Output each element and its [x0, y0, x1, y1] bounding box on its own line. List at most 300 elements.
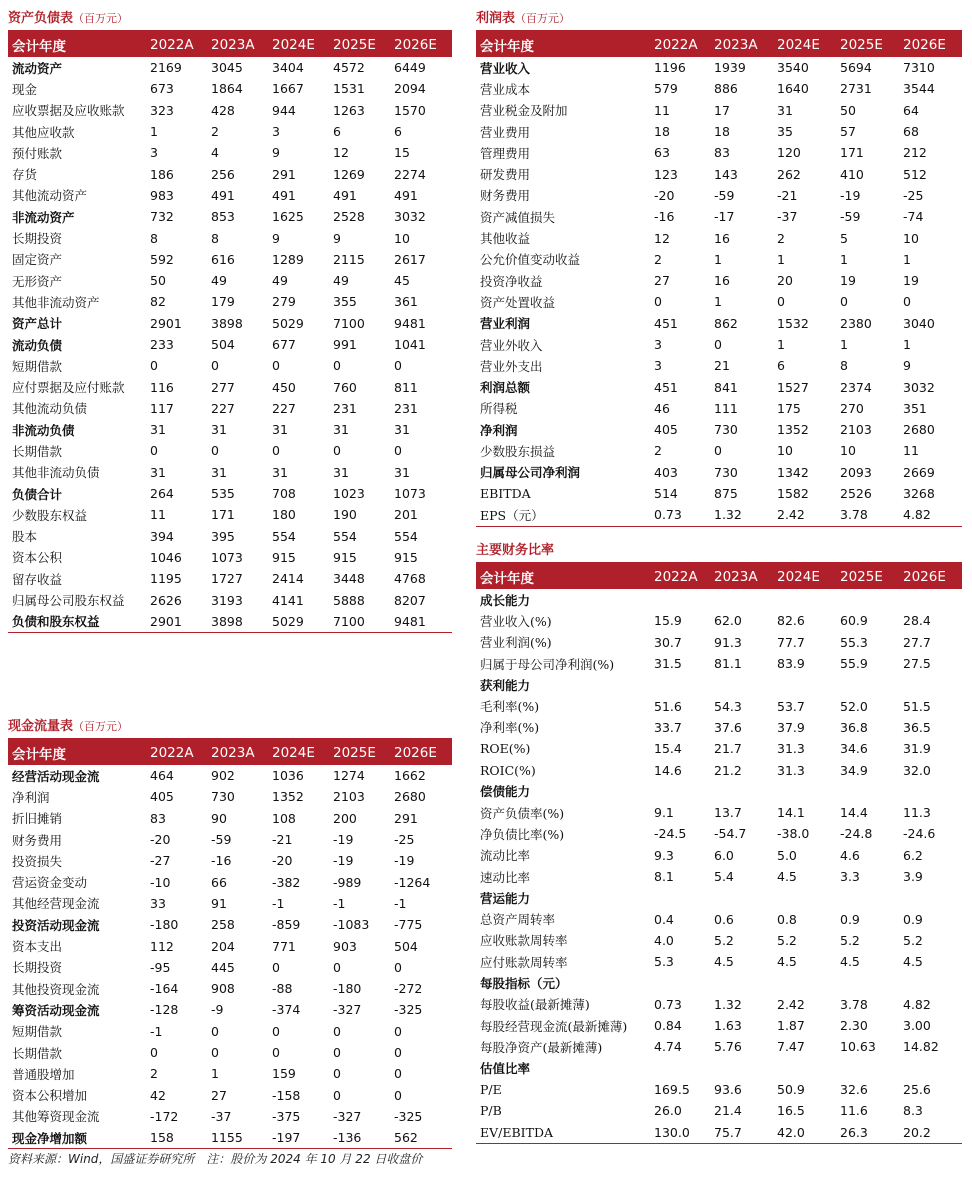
row-label: 资产减值损失: [480, 209, 556, 225]
row-label: 长期借款: [12, 1045, 63, 1061]
table-row: [476, 1015, 962, 1036]
cell-value: -1: [333, 895, 346, 911]
cell-value: -197: [268, 1127, 329, 1149]
income-statement-table: [476, 32, 962, 527]
cell-value: 2094: [394, 81, 426, 97]
table-row: [8, 871, 452, 892]
cell-value: 77.7: [777, 634, 805, 650]
cell-value: 45: [394, 273, 410, 289]
cell-value: 31: [150, 422, 166, 438]
table-row: [8, 483, 452, 504]
cell-value: 6: [777, 358, 785, 374]
row-label: 流动比率: [480, 848, 531, 864]
section-row: [476, 674, 962, 695]
cell-value: 291: [272, 166, 296, 182]
header-year: 2024E: [773, 32, 836, 57]
cell-value: 270: [840, 400, 864, 416]
cell-value: 2414: [272, 571, 304, 587]
cell-value: 1570: [394, 102, 426, 118]
cell-value: [773, 1058, 836, 1079]
cell-value: 445: [211, 959, 235, 975]
table-row: [476, 504, 962, 526]
cell-value: -1083: [333, 917, 370, 933]
table-row: [476, 845, 962, 866]
cell-value: 2169: [150, 60, 182, 76]
cell-value: 14.4: [840, 805, 868, 821]
cell-value: 579: [654, 81, 678, 97]
cell-value: -382: [272, 874, 301, 890]
cell-value: 1662: [394, 768, 426, 784]
row-label: 经营活动现金流: [12, 768, 100, 784]
cell-value: 34.6: [840, 741, 868, 757]
cell-value: 514: [654, 486, 678, 502]
table-row: [8, 291, 452, 312]
cell-value: 3032: [903, 379, 935, 395]
cell-value: 91: [211, 895, 227, 911]
cell-value: [650, 1058, 710, 1079]
cell-value: 554: [394, 528, 418, 544]
cell-value: 0: [840, 294, 848, 310]
cell-value: 1939: [714, 60, 746, 76]
row-label: 其他投资现金流: [12, 981, 100, 997]
cell-value: 0: [394, 1066, 402, 1082]
table-row: [8, 1021, 452, 1042]
row-label: 营业收入(%): [480, 613, 552, 629]
cell-value: -21: [272, 832, 293, 848]
cell-value: 83: [714, 145, 730, 161]
cell-value: 760: [333, 379, 357, 395]
cell-value: 0.9: [903, 911, 923, 927]
cell-value: 120: [777, 145, 801, 161]
section-row: [476, 589, 962, 610]
cell-value: 3: [272, 124, 280, 140]
table-row: [8, 765, 452, 786]
cell-value: 2274: [394, 166, 426, 182]
table-row: [8, 440, 452, 461]
row-label: 研发费用: [480, 167, 531, 183]
cell-value: 10: [777, 443, 793, 459]
table-row: [8, 185, 452, 206]
cell-value: 616: [211, 251, 235, 267]
cell-value: -775: [394, 917, 423, 933]
cell-value: 3268: [903, 486, 935, 502]
cell-value: -54.7: [714, 826, 747, 842]
cell-value: 1667: [272, 81, 304, 97]
row-label: 负债合计: [12, 486, 63, 502]
cell-value: 262: [777, 166, 801, 182]
cell-value: 3544: [903, 81, 935, 97]
cell-value: 130.0: [650, 1121, 710, 1143]
cell-value: 2680: [903, 422, 935, 438]
cell-value: 112: [150, 938, 174, 954]
table-row: [476, 951, 962, 972]
row-label: 留存收益: [12, 571, 63, 587]
row-label: 营业成本: [480, 81, 531, 97]
table-row: [8, 142, 452, 163]
table-row: [476, 334, 962, 355]
cell-value: 0: [394, 1023, 402, 1039]
row-label: 无形资产: [12, 273, 63, 289]
table-row: [8, 398, 452, 419]
cell-value: 1342: [777, 464, 809, 480]
cell-value: 0: [272, 959, 280, 975]
cell-value: 0: [333, 959, 341, 975]
header-year: 2022A: [146, 32, 207, 57]
cell-value: 3.3: [840, 869, 860, 884]
cell-value: -59: [714, 187, 735, 203]
cell-value: 3.78: [840, 996, 868, 1012]
table-row: [476, 908, 962, 929]
cell-value: 31: [211, 422, 227, 438]
cell-value: 355: [333, 294, 357, 310]
cell-value: 46: [654, 400, 670, 416]
cell-value: 0: [394, 1045, 402, 1060]
cell-value: 771: [272, 938, 296, 954]
table-row: [8, 978, 452, 999]
cell-value: [710, 887, 773, 908]
cell-value: 6.2: [903, 847, 923, 863]
cell-value: 730: [714, 464, 738, 480]
cell-value: 8: [150, 230, 158, 246]
balance-sheet-table: [8, 32, 452, 633]
cell-value: 1352: [272, 789, 304, 805]
cell-value: [710, 589, 773, 610]
cell-value: 11: [654, 102, 670, 118]
header-label: 会计年度: [8, 32, 146, 57]
table-row: [476, 249, 962, 270]
cell-value: 732: [150, 209, 174, 225]
cell-value: 1.32: [714, 996, 742, 1012]
row-label: 其他非流动资产: [12, 294, 100, 310]
ratios-table: [476, 564, 962, 1144]
cell-value: -19: [840, 187, 861, 203]
row-label: 营业利润: [480, 316, 531, 332]
cell-value: -25: [394, 832, 415, 848]
cell-value: 63: [654, 145, 670, 161]
table-header-row: [8, 32, 452, 57]
cell-value: [836, 887, 899, 908]
table-row: [8, 957, 452, 978]
row-label: 现金净增加额: [8, 1127, 146, 1149]
cell-value: 8207: [394, 592, 426, 608]
cell-value: -327: [333, 1108, 362, 1124]
header-year: 2024E: [773, 564, 836, 589]
cell-value: 410: [840, 166, 864, 182]
cell-value: -1264: [394, 874, 431, 890]
cell-value: -17: [714, 209, 735, 225]
table-header-row: [8, 740, 452, 765]
row-label: 归属母公司股东权益: [12, 593, 125, 609]
cell-value: 0.4: [654, 911, 674, 927]
cell-value: 19: [840, 273, 856, 289]
table-row: [476, 462, 962, 483]
cell-value: 50.9: [777, 1081, 805, 1097]
cell-value: 8: [211, 230, 219, 246]
cell-value: 33.7: [654, 719, 682, 735]
row-label: 短期借款: [12, 358, 63, 374]
cell-value: 1: [714, 294, 722, 310]
header-label: 会计年度: [8, 740, 146, 765]
cell-value: 8: [840, 358, 848, 374]
row-label: 长期投资: [12, 231, 63, 247]
row-label: 现金: [12, 81, 38, 97]
cell-value: 277: [211, 379, 235, 395]
cell-value: [650, 674, 710, 695]
cell-value: [836, 589, 899, 610]
cell-value: 0: [333, 443, 341, 459]
cell-value: -164: [150, 981, 179, 997]
cell-value: [650, 972, 710, 993]
header-year: 2025E: [329, 740, 390, 765]
cell-value: 0: [333, 1066, 341, 1082]
cell-value: 5: [840, 230, 848, 246]
cell-value: -180: [150, 917, 179, 933]
row-label: 利润总额: [480, 380, 531, 396]
row-label: 速动比率: [480, 869, 531, 885]
cell-value: 116: [150, 379, 174, 395]
cell-value: 811: [394, 379, 418, 395]
cell-value: 11: [150, 507, 166, 523]
cell-value: 279: [272, 294, 296, 310]
table-header-row: [476, 32, 962, 57]
cell-value: 428: [211, 102, 235, 118]
table-row: [476, 695, 962, 716]
cell-value: 21.2: [714, 762, 742, 778]
cell-value: 83: [150, 810, 166, 826]
cell-value: 231: [333, 400, 357, 416]
cash-flow-panel: [8, 716, 452, 1149]
cell-value: [773, 781, 836, 802]
cell-value: 32.6: [840, 1081, 868, 1097]
cell-value: 875: [714, 486, 738, 502]
table-row: [8, 227, 452, 248]
cell-value: 1625: [272, 209, 304, 225]
cell-value: -1: [272, 895, 285, 911]
cell-value: 31: [333, 422, 349, 438]
cell-value: 49: [211, 273, 227, 289]
cell-value: 6: [333, 124, 341, 140]
cell-value: 9: [903, 358, 911, 374]
cell-value: [650, 887, 710, 908]
cell-value: 0.84: [654, 1018, 682, 1034]
cell-value: 2093: [840, 464, 872, 480]
table-row: [8, 893, 452, 914]
cell-value: 10: [840, 443, 856, 459]
cell-value: -180: [333, 981, 362, 997]
cell-value: 31: [333, 464, 349, 480]
table-row: [476, 1100, 962, 1121]
row-label: 净负债比率(%): [480, 826, 565, 842]
cell-value: 0: [211, 1023, 219, 1039]
cell-value: -172: [150, 1108, 179, 1124]
row-label: 资本公积: [12, 550, 63, 566]
table-row: [8, 526, 452, 547]
table-row: [8, 547, 452, 568]
cell-value: 2.42: [773, 504, 836, 526]
cell-value: 15.9: [654, 613, 682, 629]
cell-value: 0: [272, 358, 280, 374]
cell-value: [650, 781, 710, 802]
cell-value: 291: [394, 810, 418, 826]
cell-value: 1582: [777, 486, 809, 502]
cell-value: 91.3: [714, 634, 742, 650]
cell-value: 1352: [777, 422, 809, 438]
cell-value: 4.5: [714, 954, 734, 970]
cell-value: 3898: [211, 315, 243, 331]
row-label: 其他经营现金流: [12, 896, 100, 912]
balance-sheet-title: 资产负债表（百万元）: [8, 8, 452, 32]
cell-value: 1: [777, 337, 785, 352]
cell-value: 5.76: [714, 1039, 742, 1055]
cell-value: -375: [272, 1108, 301, 1124]
cell-value: 0.9: [840, 911, 860, 927]
row-label: 所得税: [480, 401, 518, 417]
cell-value: 1155: [207, 1127, 268, 1149]
cell-value: 0.73: [654, 996, 682, 1012]
cell-value: 0: [150, 443, 158, 459]
table-row: [8, 57, 452, 78]
cell-value: 57: [840, 124, 856, 140]
cell-value: 1640: [777, 81, 809, 97]
cell-value: 0: [714, 337, 722, 352]
cell-value: -16: [654, 209, 675, 225]
table-row: [476, 355, 962, 376]
cell-value: 1: [714, 251, 722, 267]
cell-value: [773, 589, 836, 610]
cell-value: 159: [272, 1066, 296, 1082]
cell-value: 12: [333, 145, 349, 161]
row-label: 非流动资产: [12, 209, 75, 225]
cell-value: 991: [333, 337, 357, 352]
cell-value: 15: [394, 145, 410, 161]
table-row: [476, 440, 962, 461]
table-row: [476, 930, 962, 951]
cell-value: 93.6: [714, 1081, 742, 1097]
cell-value: 21: [714, 358, 730, 374]
cell-value: -20: [272, 853, 293, 869]
cell-value: 31: [272, 464, 288, 480]
cell-value: 677: [272, 337, 296, 352]
cell-value: 5.2: [777, 932, 797, 948]
table-row: [476, 632, 962, 653]
row-label: 偿债能力: [480, 784, 531, 800]
cell-value: 0: [714, 443, 722, 459]
cell-value: [710, 972, 773, 993]
cell-value: 50: [840, 102, 856, 118]
cell-value: 3898: [207, 611, 268, 633]
cell-value: [836, 1058, 899, 1079]
row-label: 短期借款: [12, 1024, 63, 1040]
cell-value: 2380: [840, 315, 872, 331]
cell-value: 0: [272, 1045, 280, 1060]
cell-value: 264: [150, 486, 174, 502]
table-row: [8, 100, 452, 121]
cell-value: 53.7: [777, 698, 805, 714]
table-row: [476, 57, 962, 78]
cell-value: 4.6: [840, 847, 860, 863]
cell-value: [899, 589, 962, 610]
cell-value: 21.7: [714, 741, 742, 757]
cell-value: 491: [333, 187, 357, 203]
row-label: 少数股东权益: [12, 507, 88, 523]
cell-value: 3448: [333, 571, 365, 587]
row-label: 固定资产: [12, 252, 63, 268]
row-label: 营业收入: [480, 60, 531, 76]
cell-value: [710, 1058, 773, 1079]
cell-value: 3: [654, 337, 662, 352]
table-row: [8, 313, 452, 334]
cell-value: 9: [333, 230, 341, 246]
cell-value: 0: [333, 358, 341, 374]
cell-value: 4768: [394, 571, 426, 587]
cell-value: 50: [150, 273, 166, 289]
table-row: [8, 1106, 452, 1127]
cell-value: 171: [211, 507, 235, 523]
cell-value: 64: [903, 102, 919, 118]
header-year: 2025E: [836, 32, 899, 57]
row-label: 非流动负债: [12, 422, 75, 438]
table-row: [476, 227, 962, 248]
table-row: [476, 1079, 962, 1100]
table-row: [476, 759, 962, 780]
row-label: 净利率(%): [480, 720, 540, 736]
cell-value: 9.3: [654, 847, 674, 863]
cell-value: 2669: [903, 464, 935, 480]
cell-value: -59: [840, 209, 861, 225]
cell-value: [836, 674, 899, 695]
cell-value: 90: [211, 810, 227, 826]
cell-value: 4.5: [777, 954, 797, 970]
cell-value: 1073: [211, 549, 243, 565]
cell-value: 903: [333, 938, 357, 954]
table-row: [476, 866, 962, 887]
cell-value: 403: [654, 464, 678, 480]
table-row: [476, 100, 962, 121]
row-label: 存货: [12, 167, 38, 183]
cell-value: 3: [150, 145, 158, 161]
cell-value: 2: [777, 230, 785, 246]
table-row: [476, 802, 962, 823]
row-label: 其他筹资现金流: [12, 1109, 100, 1125]
cell-value: 1527: [777, 379, 809, 395]
cell-value: 1263: [333, 102, 365, 118]
cell-value: -859: [272, 917, 301, 933]
cell-value: 2: [211, 124, 219, 140]
cell-value: 1532: [777, 315, 809, 331]
cell-value: 0: [272, 443, 280, 459]
table-row: [476, 483, 962, 504]
cell-value: 14.82: [903, 1039, 939, 1055]
cell-value: -24.5: [654, 826, 687, 842]
cell-value: -1: [150, 1023, 163, 1039]
cell-value: [710, 781, 773, 802]
cell-value: 31.9: [903, 741, 931, 757]
cell-value: 5.0: [777, 847, 797, 863]
row-label: 财务费用: [12, 832, 63, 848]
cell-value: 5.4: [714, 869, 734, 884]
cell-value: 5029: [272, 315, 304, 331]
cell-value: 2528: [333, 209, 365, 225]
cell-value: 1195: [150, 571, 182, 587]
cell-value: 35: [777, 124, 793, 140]
cell-value: 0: [394, 358, 402, 374]
cell-value: 27: [654, 273, 670, 289]
row-label: 其他流动负债: [12, 401, 88, 417]
cell-value: [899, 1058, 962, 1079]
income-statement-title: 利润表（百万元）: [476, 8, 962, 32]
cell-value: 82.6: [777, 613, 805, 629]
cell-value: 1289: [272, 251, 304, 267]
